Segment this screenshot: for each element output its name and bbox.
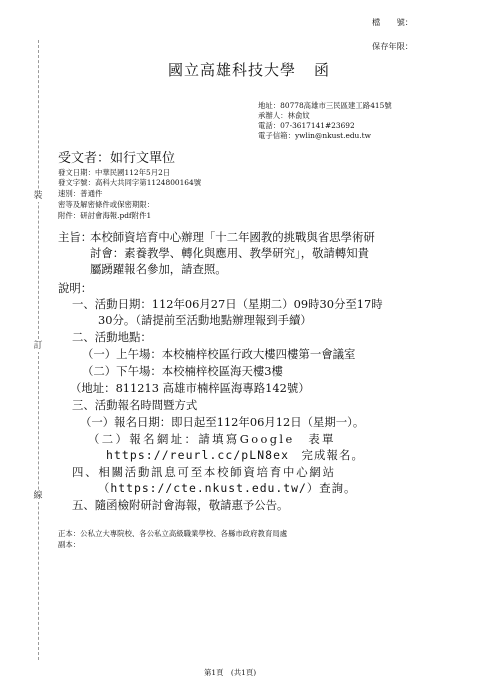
item-3-2-line-1: （二）報名網址：請填寫Google 表單 [88,432,336,446]
issue-date: 發文日期：中華民國112年5月2日 [58,168,171,177]
item-4-line-2-url: （https://cte.nkust.edu.tw/）查詢。 [98,481,357,495]
security-level: 密等及解密條件或保密期限： [58,200,155,209]
document-title-type: 函 [314,61,331,79]
contact-email: 電子信箱：ywlin@nkust.edu.tw [258,131,371,140]
contact-address: 地址：80778高雄市三民區建工路415號 [258,101,392,110]
subject-label: 主旨： [58,230,93,244]
contact-handler: 承辦人：林俞妏 [258,111,310,120]
item-2-1: （一）上午場：本校楠梓校區行政大樓四樓第一會議室 [82,347,356,361]
description-label: 說明： [58,281,93,295]
item-5: 五、隨函檢附研討會海報，敬請惠予公告。 [72,498,289,512]
item-3-1: （一）報名日期：即日起至112年06月12日（星期一）。 [80,415,365,429]
item-2: 二、活動地點： [72,330,152,344]
item-3: 三、活動報名時間暨方式 [72,398,198,412]
item-2-2: （二）下午場：本校楠梓校區海天樓3樓 [82,364,283,378]
recipient: 受文者：如行文單位 [58,151,176,166]
delivery-speed: 速別：普通件 [58,189,103,198]
item-1-line-2: 30分。（請提前至活動地點辦理報到手續） [98,313,312,327]
document-title-org: 國立高雄科技大學 [168,61,297,79]
cc-main: 正本：公私立大專院校、各公私立高級職業學校、各縣市政府教育局處 [58,529,288,538]
item-3-2-line-2-url: https://reurl.cc/pLN8ex 完成報名。 [106,448,364,462]
file-number-label: 檔 號： [372,17,413,27]
item-1-line-1: 一、活動日期：112年06月27日（星期二）09時30分至17時 [72,297,383,311]
retention-period-label: 保存年限： [372,41,413,51]
binding-mark-zhuang: 裝 [30,190,46,202]
page-number: 第1頁 (共1頁) [204,668,257,677]
binding-mark-ding: 訂 [30,340,46,352]
cc-copy: 副本： [58,540,81,549]
subject-line-3: 屬踴躍報名參加，請查照。 [90,262,227,276]
subject-line-1: 本校師資培育中心辦理「十二年國教的挑戰與省思學術研 [90,230,375,244]
issue-number: 發文字號：高科大共同字第1124800164號 [58,178,202,187]
attachment: 附件：研討會海報.pdf附件1 [58,211,152,220]
contact-phone: 電話：07-3617141#23692 [258,121,355,130]
item-2-3: （地址：811213 高雄市楠梓區海專路142號） [70,381,310,395]
item-4-line-1: 四、相關活動訊息可至本校師資培育中心網站 [72,465,336,479]
subject-line-2: 討會：素養教學、轉化與應用、教學研究」，敬請轉知貴 [90,246,370,260]
binding-mark-xian: 線 [30,490,46,502]
